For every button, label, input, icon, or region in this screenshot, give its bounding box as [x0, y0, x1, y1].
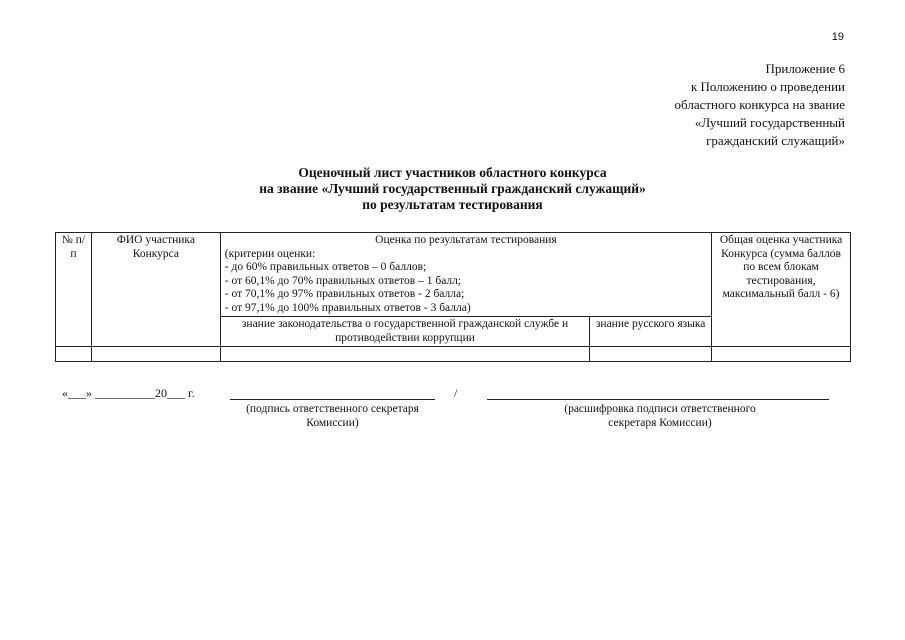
appendix-line: гражданский служащий»	[706, 133, 845, 148]
appendix-line: «Лучший государственный	[694, 115, 845, 130]
decode-line	[487, 399, 829, 400]
header-number: № п/п	[56, 233, 92, 347]
table-cell	[56, 347, 92, 362]
criteria-line: - от 70,1% до 97% правильных ответов - 2 балла;	[224, 288, 465, 300]
decode-caption: (расшифровка подписи ответственного секретаря Комиссии)	[564, 403, 756, 429]
signature-line	[230, 399, 435, 400]
table-header-row	[56, 233, 851, 317]
header-evaluation	[220, 233, 711, 317]
evaluation-table	[55, 232, 851, 362]
date-line: «___» __________20___ г.	[62, 386, 195, 400]
appendix-line: к Положению о проведении	[690, 79, 845, 94]
appendix-header	[675, 60, 845, 150]
page-number: 19	[831, 31, 844, 43]
title-line: Оценочный лист участников областного конкурса	[298, 165, 607, 180]
separator-slash: /	[454, 386, 458, 400]
criteria-line: - от 97,1% до 100% правильных ответов - 3 балла)	[224, 301, 471, 314]
table-cell	[220, 347, 589, 362]
signature-caption: (подпись ответственного секретаря Комиссии)	[246, 403, 419, 429]
title-line: на звание «Лучший государственный гражданский служащий»	[259, 181, 646, 196]
table-cell	[712, 347, 851, 362]
header-fio: ФИО участника Конкурса	[91, 233, 220, 347]
criteria-line: (критерии оценки:	[224, 247, 316, 260]
table-cell	[590, 347, 712, 362]
evaluation-title: Оценка по результатам тестирования	[375, 234, 557, 246]
header-total: Общая оценка участника Конкурса (сумма баллов по всем блокам тестирования, максимальный балл - 6)	[712, 233, 851, 347]
document-title	[0, 165, 905, 213]
criteria-line: - от 60,1% до 70% правильных ответов – 1 балл;	[224, 274, 462, 287]
table-row	[56, 347, 851, 362]
table-cell	[91, 347, 220, 362]
subheader-russian: знание русского языка	[590, 317, 712, 347]
title-line: по результатам тестирования	[362, 197, 543, 212]
criteria-line: - до 60% правильных ответов – 0 баллов;	[224, 261, 427, 273]
appendix-line: Приложение 6	[765, 61, 845, 76]
appendix-line: областного конкурса на звание	[674, 97, 845, 112]
subheader-law: знание законодательства о государственной гражданской службе и противодействии коррупции	[220, 317, 589, 347]
